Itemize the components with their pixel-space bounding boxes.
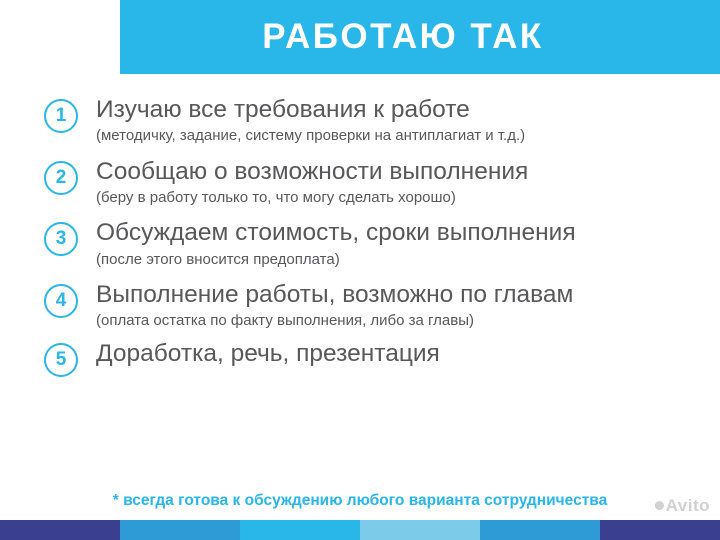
list-item bbox=[44, 281, 704, 330]
bottom-bar-segment-5 bbox=[480, 520, 600, 540]
step-body bbox=[96, 281, 573, 330]
header-band bbox=[0, 0, 720, 74]
watermark-label: Avito bbox=[665, 496, 710, 515]
bottom-bar-segment-4 bbox=[360, 520, 480, 540]
list-item bbox=[44, 219, 704, 268]
step-title: Обсуждаем стоимость, сроки выполнения bbox=[96, 219, 576, 247]
step-number-badge: 1 bbox=[44, 99, 78, 133]
step-subtitle: (беру в работу только то, что могу сделать хорошо) bbox=[96, 189, 456, 207]
header-left-strip bbox=[0, 0, 120, 74]
bottom-bar-segment-2 bbox=[120, 520, 240, 540]
step-title: Выполнение работы, возможно по главам bbox=[96, 280, 574, 308]
steps-list bbox=[44, 96, 704, 377]
bottom-bar-segment-3 bbox=[240, 520, 360, 540]
bottom-color-bar bbox=[0, 520, 720, 540]
list-item bbox=[44, 340, 704, 377]
list-item bbox=[44, 158, 704, 207]
bottom-bar-segment-6 bbox=[600, 520, 720, 540]
avito-watermark bbox=[655, 496, 710, 516]
step-title: Изучаю все требования к работе bbox=[96, 96, 470, 123]
step-subtitle: (после этого вносится предоплата) bbox=[96, 250, 340, 268]
step-subtitle: (методичку, задание, систему проверки на антиплагиат и т.д.) bbox=[96, 127, 526, 145]
step-title: Сообщаю о возможности выполнения bbox=[96, 158, 529, 186]
step-body bbox=[96, 219, 576, 268]
step-number-badge: 5 bbox=[44, 343, 78, 377]
step-body bbox=[96, 340, 440, 368]
step-number-badge: 4 bbox=[44, 284, 78, 318]
step-number-badge: 3 bbox=[44, 222, 78, 256]
page-title: РАБОТАЮ ТАК bbox=[262, 17, 544, 56]
watermark-dot-icon bbox=[655, 501, 664, 510]
step-body bbox=[96, 158, 528, 207]
step-title: Доработка, речь, презентация bbox=[96, 339, 440, 367]
footnote: * всегда готова к обсуждению любого варианта сотрудничества bbox=[112, 492, 608, 509]
step-number-badge: 2 bbox=[44, 161, 78, 195]
list-item bbox=[44, 96, 704, 145]
bottom-bar-segment-1 bbox=[0, 520, 120, 540]
step-body bbox=[96, 96, 525, 145]
step-subtitle: (оплата остатка по факту выполнения, либо за главы) bbox=[96, 311, 475, 329]
